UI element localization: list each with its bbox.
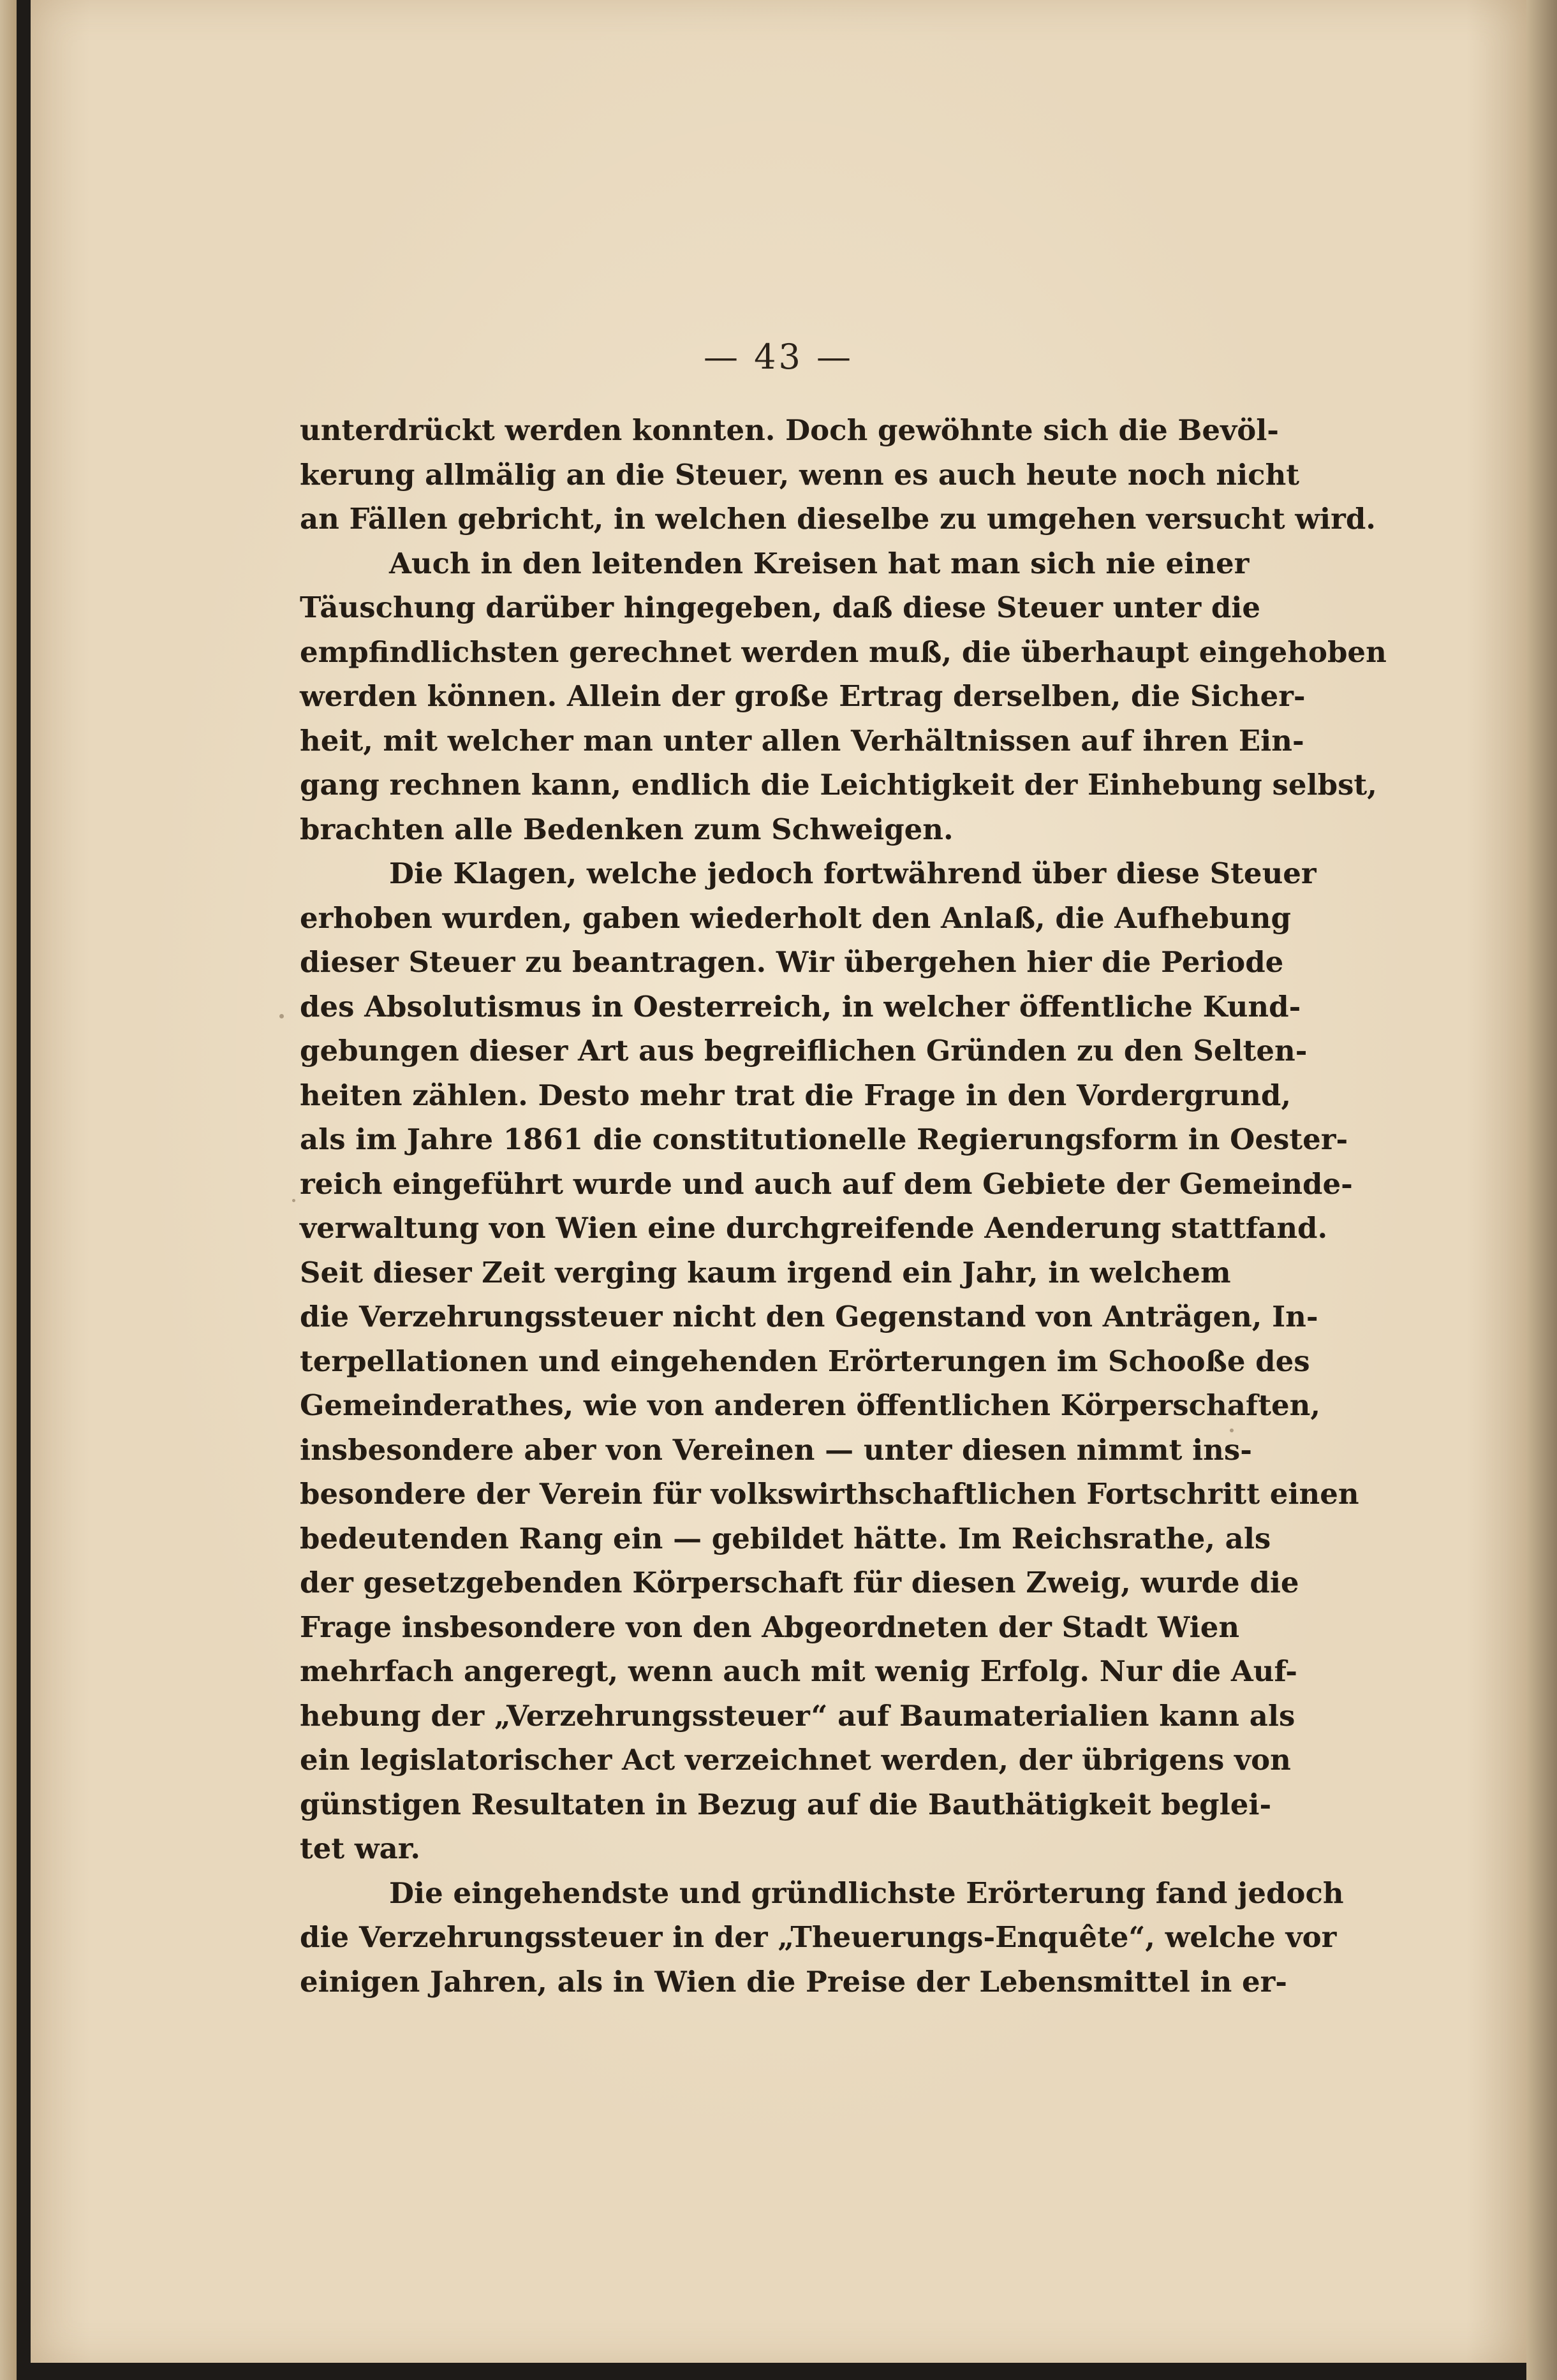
text-line: gang rechnen kann, endlich die Leichtigkeit der Einhebung selbst, bbox=[300, 768, 1377, 802]
text-line: Die eingehendste und gründlichste Erörterung fand jedoch bbox=[389, 1876, 1344, 1910]
text-line: ein legislatorischer Act verzeichnet werden, der übrigens von bbox=[300, 1743, 1291, 1777]
text-line: brachten alle Bedenken zum Schweigen. bbox=[300, 812, 954, 846]
text-line: Auch in den leitenden Kreisen hat man sich nie einer bbox=[389, 546, 1250, 580]
paper-speck bbox=[279, 1014, 284, 1018]
text-line: heit, mit welcher man unter allen Verhältnissen auf ihren Ein- bbox=[300, 723, 1304, 758]
text-line: unterdrückt werden konnten. Doch gewöhnte sich die Bevöl- bbox=[300, 413, 1279, 447]
paper-speck bbox=[1230, 1429, 1234, 1432]
text-line: die Verzehrungssteuer in der „Theuerungs-Enquête“, welche vor bbox=[300, 1920, 1337, 1954]
text-line: gebungen dieser Art aus begreiflichen Gründen zu den Selten- bbox=[300, 1034, 1308, 1068]
text-line: reich eingeführt wurde und auch auf dem Gebiete der Gemeinde- bbox=[300, 1166, 1353, 1201]
text-line: Täuschung darüber hingegeben, daß diese Steuer unter die bbox=[300, 591, 1261, 624]
text-line: Seit dieser Zeit verging kaum irgend ein Jahr, in welchem bbox=[300, 1255, 1231, 1289]
paper-speck bbox=[292, 1199, 295, 1202]
text-line: einigen Jahren, als in Wien die Preise der Lebensmittel in er- bbox=[300, 1964, 1287, 1999]
text-line: verwaltung von Wien eine durchgreifende Aenderung stattfand. bbox=[300, 1211, 1328, 1245]
text-line: erhoben wurden, gaben wiederholt den Anlaß, die Aufhebung bbox=[300, 900, 1291, 935]
text-line: Gemeinderathes, wie von anderen öffentlichen Körperschaften, bbox=[300, 1388, 1321, 1422]
page-number: — 43 — bbox=[703, 337, 854, 377]
text-line: Frage insbesondere von den Abgeordneten der Stadt Wien bbox=[300, 1610, 1240, 1644]
text-line: insbesondere aber von Vereinen — unter diesen nimmt ins- bbox=[300, 1432, 1252, 1467]
text-line: kerung allmälig an die Steuer, wenn es auch heute noch nicht bbox=[300, 457, 1300, 492]
text-line: Die Klagen, welche jedoch fortwährend über diese Steuer bbox=[389, 856, 1317, 890]
text-line: empfindlichsten gerechnet werden muß, die überhaupt eingehoben bbox=[300, 635, 1387, 669]
text-line: mehrfach angeregt, wenn auch mit wenig Erfolg. Nur die Auf- bbox=[300, 1654, 1297, 1688]
text-line: heiten zählen. Desto mehr trat die Frage in den Vordergrund, bbox=[300, 1078, 1291, 1112]
text-line: die Verzehrungssteuer nicht den Gegenstand von Anträgen, In- bbox=[300, 1300, 1318, 1333]
text-line: terpellationen und eingehenden Erörterungen im Schooße des bbox=[300, 1344, 1310, 1378]
text-line: werden können. Allein der große Ertrag derselben, die Sicher- bbox=[300, 679, 1306, 713]
body-text bbox=[300, 408, 1387, 2004]
text-line: günstigen Resultaten in Bezug auf die Bauthätigkeit beglei- bbox=[300, 1787, 1272, 1821]
text-line: an Fällen gebricht, in welchen dieselbe zu umgehen versucht wird. bbox=[300, 502, 1376, 536]
text-line: als im Jahre 1861 die constitutionelle Regierungsform in Oester- bbox=[300, 1122, 1348, 1156]
text-line: des Absolutismus in Oesterreich, in welcher öffentliche Kund- bbox=[300, 989, 1301, 1024]
text-line: hebung der „Verzehrungssteuer“ auf Baumaterialien kann als bbox=[300, 1698, 1295, 1733]
text-line: der gesetzgebenden Körperschaft für diesen Zweig, wurde die bbox=[300, 1566, 1299, 1599]
text-line: besondere der Verein für volkswirthschaftlichen Fortschritt einen bbox=[300, 1477, 1359, 1511]
text-line: bedeutenden Rang ein — gebildet hätte. Im Reichsrathe, als bbox=[300, 1521, 1271, 1555]
text-line: tet war. bbox=[300, 1832, 421, 1865]
text-line: dieser Steuer zu beantragen. Wir übergehen hier die Periode bbox=[300, 945, 1284, 979]
